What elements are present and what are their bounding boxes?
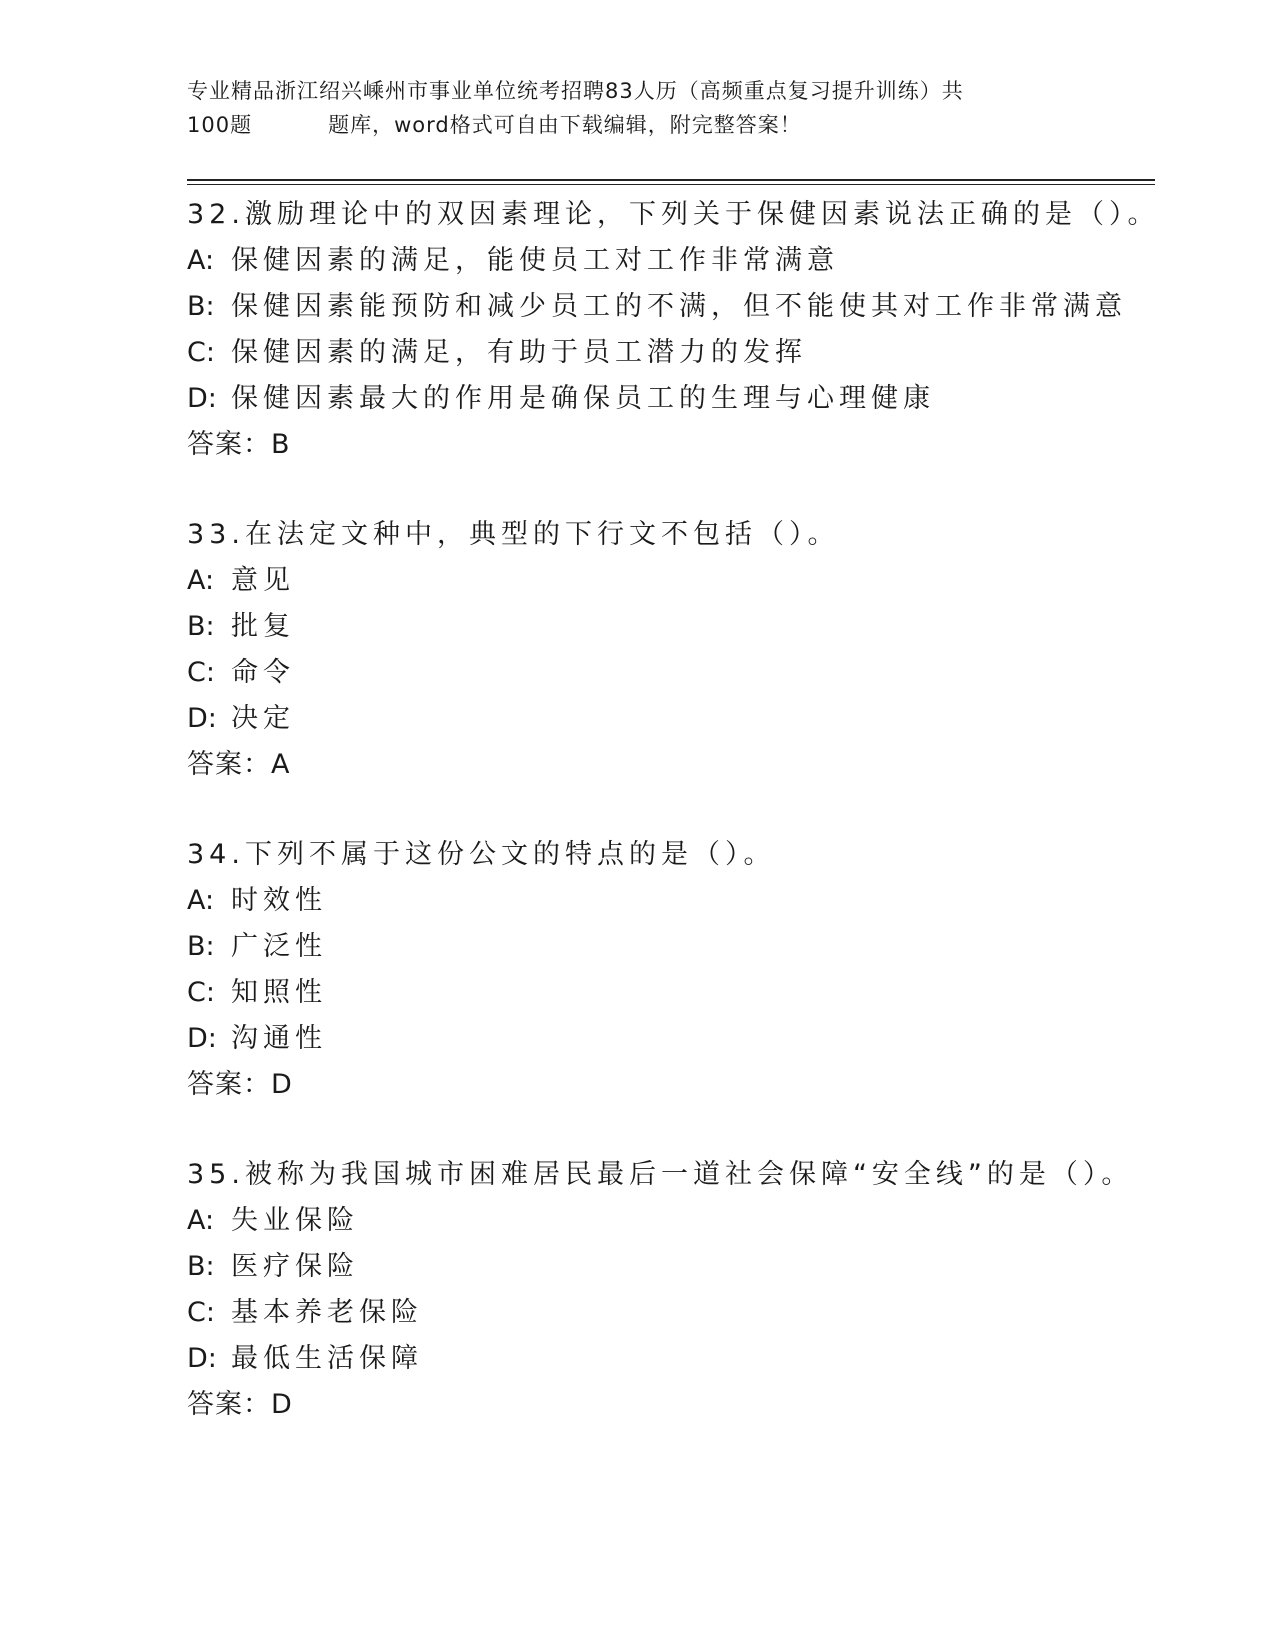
option-b	[187, 284, 1167, 330]
document-header	[187, 74, 1087, 142]
question-stem: 34.下列不属于这份公文的特点的是（）。	[187, 839, 776, 870]
question-stem: 32.激励理论中的双因素理论，下列关于保健因素说法正确的是（）。	[187, 199, 1160, 230]
answer-line: 答案：B	[187, 429, 291, 460]
option-key: A:	[187, 885, 215, 916]
question-33	[187, 512, 1167, 788]
header-description: 题库，word格式可自由下载编辑，附完整答案！	[328, 113, 802, 137]
option-text: 最低生活保障	[231, 1343, 423, 1374]
answer-line: 答案：A	[187, 749, 291, 780]
option-key: D:	[187, 383, 217, 414]
option-c	[187, 650, 1167, 696]
option-text: 广泛性	[231, 931, 327, 962]
option-key: A:	[187, 1205, 215, 1236]
option-text: 保健因素的满足，能使员工对工作非常满意	[231, 245, 839, 276]
option-text: 保健因素的满足，有助于员工潜力的发挥	[231, 337, 807, 368]
option-c	[187, 1290, 1167, 1336]
option-text: 决定	[231, 703, 295, 734]
option-text: 保健因素最大的作用是确保员工的生理与心理健康	[231, 383, 935, 414]
option-a	[187, 878, 1167, 924]
option-key: C:	[187, 657, 215, 688]
option-key: D:	[187, 1023, 217, 1054]
header-divider-thick	[187, 179, 1155, 181]
question-32	[187, 192, 1167, 468]
option-key: D:	[187, 1343, 217, 1374]
option-key: B:	[187, 611, 215, 642]
option-d	[187, 1336, 1167, 1382]
option-key: B:	[187, 291, 215, 322]
option-key: B:	[187, 931, 215, 962]
question-35	[187, 1152, 1167, 1428]
option-text: 失业保险	[231, 1205, 359, 1236]
header-question-count: 100题	[187, 113, 253, 137]
option-a	[187, 238, 1167, 284]
question-stem: 33.在法定文种中，典型的下行文不包括（）。	[187, 519, 840, 550]
option-d	[187, 1016, 1167, 1062]
option-text: 批复	[231, 611, 295, 642]
option-key: C:	[187, 337, 215, 368]
option-text: 医疗保险	[231, 1251, 359, 1282]
option-key: D:	[187, 703, 217, 734]
option-b	[187, 604, 1167, 650]
option-d	[187, 696, 1167, 742]
option-c	[187, 330, 1167, 376]
option-key: A:	[187, 565, 215, 596]
option-text: 基本养老保险	[231, 1297, 423, 1328]
option-key: A:	[187, 245, 215, 276]
option-a	[187, 1198, 1167, 1244]
header-divider-thin	[187, 184, 1155, 185]
option-text: 知照性	[231, 977, 327, 1008]
option-key: B:	[187, 1251, 215, 1282]
option-d	[187, 376, 1167, 422]
question-list	[187, 192, 1167, 1472]
option-text: 保健因素能预防和减少员工的不满，但不能使其对工作非常满意	[231, 291, 1127, 322]
option-text: 沟通性	[231, 1023, 327, 1054]
answer-line: 答案：D	[187, 1069, 293, 1100]
option-key: C:	[187, 1297, 215, 1328]
header-line-1: 专业精品浙江绍兴嵊州市事业单位统考招聘83人历（高频重点复习提升训练）共	[187, 79, 964, 103]
option-a	[187, 558, 1167, 604]
question-stem: 35.被称为我国城市困难居民最后一道社会保障“安全线”的是（）。	[187, 1159, 1134, 1190]
option-c	[187, 970, 1167, 1016]
option-text: 时效性	[231, 885, 327, 916]
option-text: 意见	[231, 565, 295, 596]
option-text: 命令	[231, 657, 295, 688]
answer-line: 答案：D	[187, 1389, 293, 1420]
option-b	[187, 924, 1167, 970]
header-line-2	[187, 108, 1087, 142]
option-key: C:	[187, 977, 215, 1008]
option-b	[187, 1244, 1167, 1290]
question-34	[187, 832, 1167, 1108]
